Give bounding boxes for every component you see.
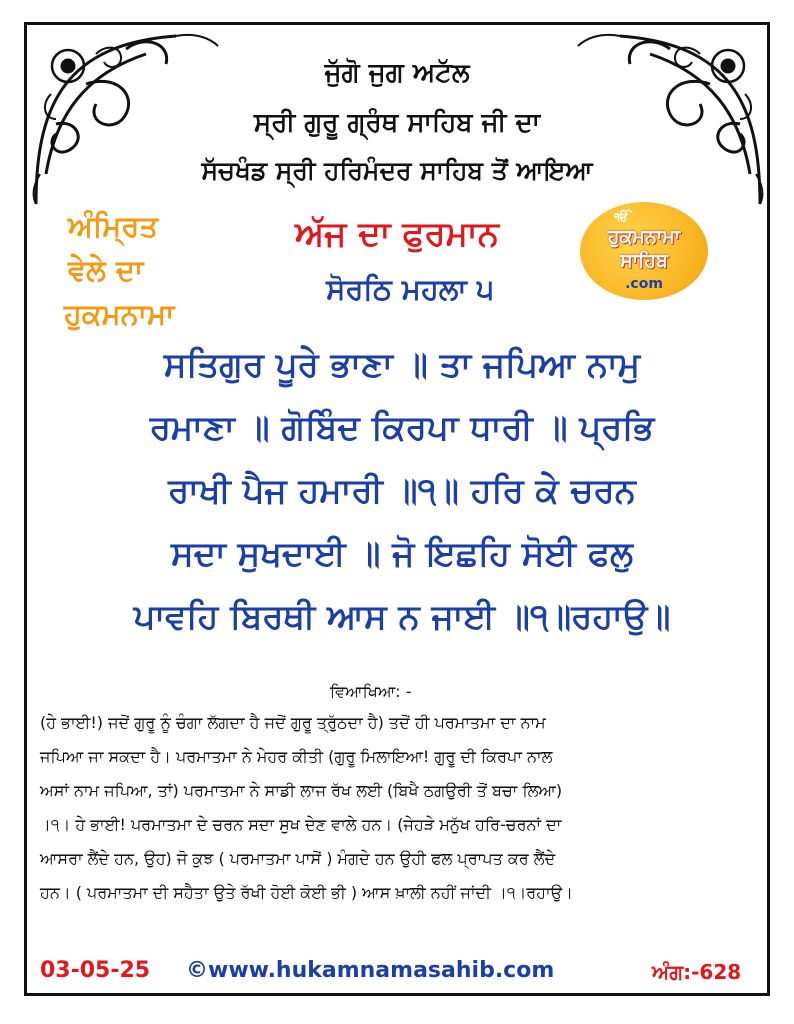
- raag-heading: ਸੋਰਠਿ ਮਹਲਾ ੫: [326, 272, 494, 306]
- vyakhya-line: ਜਪਿਆ ਜਾ ਸਕਦਾ ਹੈ। ਪਰਮਾਤਮਾ ਨੇ ਮੇਹਰ ਕੀਤੀ (ਗੁਰੂ ਮਿਲਾਇਆ! ਗੁਰੂ ਦੀ ਕਿਰਪਾ ਨਾਲ: [40, 747, 553, 766]
- logo-text-3: .com: [625, 276, 663, 292]
- vyakhya-line: ਅਸਾਂ ਨਾਮ ਜਪਿਆ, ਤਾਂ) ਪਰਮਾਤਮਾ ਨੇ ਸਾਡੀ ਲਾਜ ਰੱਖ ਲਈ (ਬਿਖੈ ਠਗਉਰੀ ਤੋਂ ਬਚਾ ਲਿਆ): [40, 781, 563, 800]
- vyakhya-line: (ਹੇ ਭਾਈ!) ਜਦੋਂ ਗੁਰੂ ਨੂੰ ਚੰਗਾ ਲੱਗਦਾ ਹੈ ਜਦੋਂ ਗੁਰੂ ਤ੍ਰੁੱਠਦਾ ਹੈ) ਤਦੋਂ ਹੀ ਪਰਮਾਤਮਾ ਦਾ ਨਾਮ: [40, 713, 546, 732]
- amrit-line-1: ਅੰਮ੍ਰਿਤ: [68, 209, 158, 243]
- vyakhya-line: ਆਸਰਾ ਲੈਂਦੇ ਹਨ, ਉਹ) ਜੋ ਕੁਝ ( ਪਰਮਾਤਮਾ ਪਾਸੋਂ ) ਮੰਗਦੇ ਹਨ ਉਹੀ ਫਲ ਪ੍ਰਾਪਤ ਕਰ ਲੈਂਦੇ: [40, 849, 556, 868]
- date-label: 03-05-25: [40, 958, 151, 983]
- amrit-line-2: ਵੇਲੇ ਦਾ: [68, 253, 144, 287]
- shabad-line: ਰਮਾਣਾ ॥ ਗੋਬਿੰਦ ਕਿਰਪਾ ਧਾਰੀ ॥ ਪ੍ਰਭਿ: [149, 408, 655, 448]
- shabad-line: ਪਾਵਹਿ ਬਿਰਥੀ ਆਸ ਨ ਜਾਈ ॥੧॥ਰਹਾਉ॥: [133, 597, 671, 637]
- header-line-3: ਸੱਚਖੰਡ ਸ੍ਰੀ ਹਰਿਮੰਦਰ ਸਾਹਿਬ ਤੋਂ ਆਇਆ: [201, 156, 593, 185]
- vyakhya-line: ।੧। ਹੇ ਭਾਈ! ਪਰਮਾਤਮਾ ਦੇ ਚਰਨ ਸਦਾ ਸੁਖ ਦੇਣ ਵਾਲੇ ਹਨ। (ਜੇਹੜੇ ਮਨੁੱਖ ਹਰਿ-ਚਰਨਾਂ ਦਾ: [40, 815, 562, 834]
- page-title: ਅੱਜ ਦਾ ਫੁਰਮਾਨ: [295, 214, 499, 254]
- ang-number: ਅੰਗ:-628: [652, 960, 742, 984]
- website-link[interactable]: ©www.hukamnamasahib.com: [186, 958, 555, 983]
- logo-text-1: ਹੁਕਮਨਾਮਾ: [607, 226, 681, 248]
- vyakhya-heading: ਵਿਆਖਿਆ: -: [330, 682, 412, 701]
- hukamnama-sahib-logo: [574, 196, 714, 306]
- logo-text-2: ਸਾਹਿਬ: [620, 250, 668, 272]
- shabad-text: [62, 334, 742, 649]
- vyakhya-line: ਹਨ। ( ਪਰਮਾਤਮਾ ਦੀ ਸਹੈਤਾ ਉਤੇ ਰੱਖੀ ਹੋਈ ਕੋਈ ਭੀ ) ਆਸ ਖ਼ਾਲੀ ਨਹੀਂ ਜਾਂਦੀ ।੧।ਰਹਾਉ।: [40, 883, 573, 902]
- shabad-line: ਸਤਿਗੁਰ ਪੂਰੇ ਭਾਣਾ ॥ ਤਾ ਜਪਿਆ ਨਾਮੁ: [163, 345, 641, 385]
- amrit-line-3: ਹੁਕਮਨਾਮਾ: [64, 297, 175, 331]
- amrit-vele-label: [56, 204, 236, 336]
- shabad-line: ਰਾਖੀ ਪੈਜ ਹਮਾਰੀ ॥੧॥ ਹਰਿ ਕੇ ਚਰਨ: [168, 471, 636, 511]
- shabad-line: ਸਦਾ ਸੁਖਦਾਈ ॥ ਜੋ ਇਛਹਿ ਸੋਈ ਫਲੁ: [170, 534, 634, 574]
- vyakhya-text: [40, 706, 756, 910]
- ik-onkar-icon: ੴ: [614, 210, 629, 224]
- header-line-1: ਜੁੱਗੋ ਜੁਗ ਅਟੱਲ: [324, 58, 470, 88]
- header-line-2: ਸ੍ਰੀ ਗੁਰੂ ਗ੍ਰੰਥ ਸਾਹਿਬ ਜੀ ਦਾ: [253, 108, 541, 138]
